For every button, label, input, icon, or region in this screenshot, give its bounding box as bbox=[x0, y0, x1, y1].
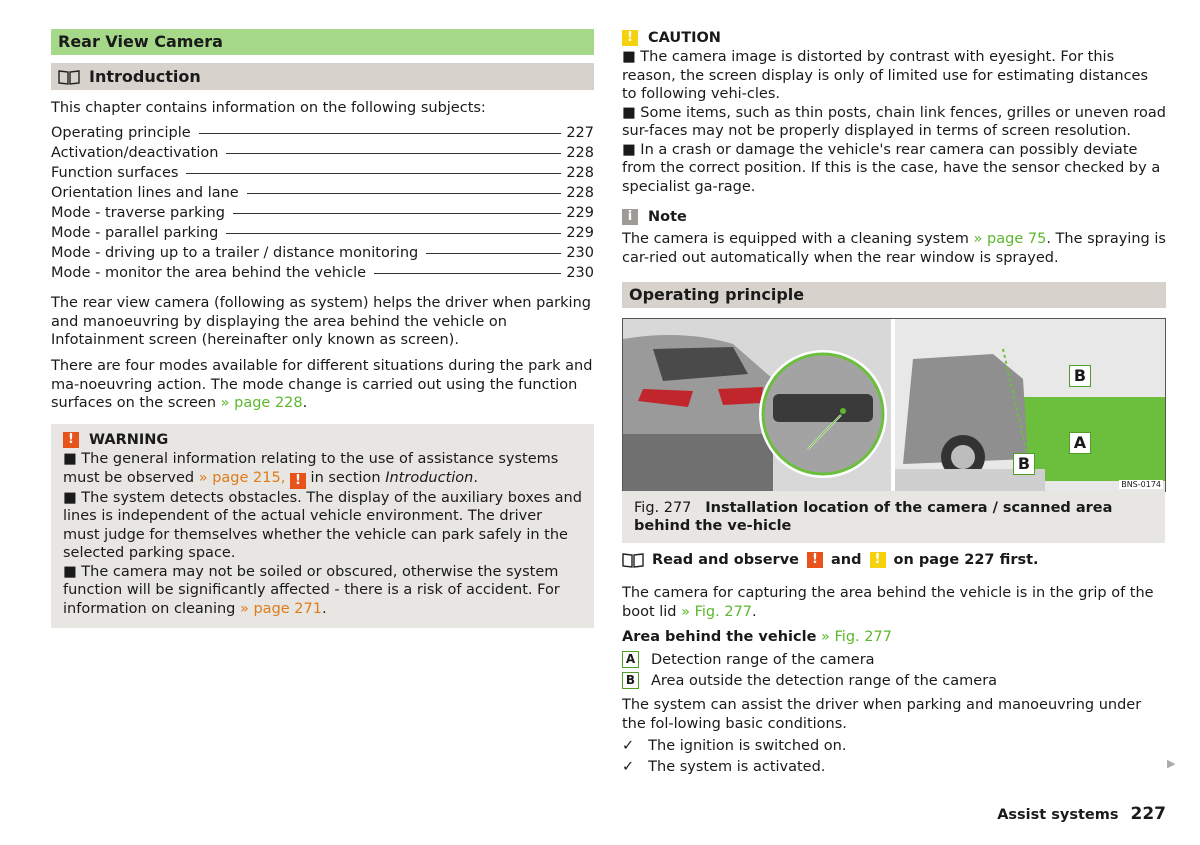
toc-page: 229 bbox=[566, 225, 594, 241]
legend-item-a: A Detection range of the camera bbox=[622, 649, 1166, 670]
caution-block bbox=[622, 28, 1166, 196]
figure-code: BNS-0174 bbox=[1121, 480, 1161, 489]
figure-number: Fig. 277 bbox=[634, 500, 692, 516]
caution-title: CAUTION bbox=[648, 30, 721, 46]
check-icon: ✓ bbox=[622, 737, 635, 754]
figure-label-b-bottom: B bbox=[1013, 453, 1035, 475]
warning-icon: ! bbox=[63, 432, 79, 448]
figure-caption-text: Installation location of the camera / scanned area behind the ve-hicle bbox=[634, 500, 1113, 534]
page-number: 227 bbox=[1130, 804, 1166, 824]
checklist-item: ✓ The system is activated. bbox=[622, 758, 826, 775]
toc-leader bbox=[426, 253, 561, 254]
book-icon bbox=[58, 69, 80, 85]
toc-leader bbox=[374, 273, 561, 274]
intro-header bbox=[51, 63, 594, 90]
toc-page: 228 bbox=[566, 165, 594, 181]
page-link[interactable]: » page 215, bbox=[198, 469, 286, 486]
toc-row[interactable] bbox=[51, 245, 594, 265]
toc-leader bbox=[247, 193, 562, 194]
toc-row[interactable] bbox=[51, 225, 594, 245]
page-link[interactable]: » page 75 bbox=[973, 231, 1047, 247]
paragraph-2: There are four modes available for different situations during the park and ma-noeuvring action. The mode change is carried out using the function surfaces on the screen » page 228. bbox=[51, 358, 593, 411]
caution-bullet-2: ■ Some items, such as thin posts, chain link fences, grilles or uneven road sur-faces may not be properly displayed in terms of screen resolution. bbox=[622, 104, 1166, 139]
legend-list bbox=[622, 649, 1166, 691]
operating-principle-title: Operating principle bbox=[622, 282, 1166, 308]
legend-item-b: B Area outside the detection range of the camera bbox=[622, 670, 1166, 691]
toc-label: Mode - traverse parking bbox=[51, 205, 225, 221]
warning-icon: ! bbox=[807, 552, 823, 568]
toc-leader bbox=[226, 233, 561, 234]
toc-page: 230 bbox=[566, 245, 594, 261]
figure-link[interactable]: » Fig. 277 bbox=[681, 603, 753, 620]
toc-page: 230 bbox=[566, 265, 594, 281]
toc-leader bbox=[199, 133, 562, 134]
read-observe-line: Read and observe ! and ! on page 227 first. bbox=[622, 550, 1166, 570]
toc-page: 229 bbox=[566, 205, 594, 221]
toc-leader bbox=[233, 213, 561, 214]
next-page-arrow-icon[interactable]: ▶ bbox=[1167, 757, 1176, 770]
page-footer bbox=[997, 804, 1166, 824]
caution-bullet-1: ■ The camera image is distorted by contrast with eyesight. For this reason, the screen display is only of limited use for estimating distances to following vehi-cles. bbox=[622, 49, 1149, 102]
warning-title: WARNING bbox=[89, 432, 169, 448]
paragraph-1: The rear view camera (following as system) helps the driver when parking and manoeuvring by displaying the area behind the vehicle on Infotainment screen (hereinafter only known as screen). bbox=[51, 295, 591, 348]
camera-illustration bbox=[623, 319, 1165, 491]
toc-label: Activation/deactivation bbox=[51, 145, 219, 161]
book-icon bbox=[622, 552, 644, 568]
footer-section: Assist systems bbox=[997, 807, 1119, 823]
warning-icon: ! bbox=[290, 473, 306, 489]
section-title: Rear View Camera bbox=[51, 29, 594, 55]
toc-leader bbox=[186, 173, 561, 174]
warning-header bbox=[63, 430, 582, 450]
caution-bullet-3: ■ In a crash or damage the vehicle's rear camera can possibly deviate from the correct position. If this is the case, have the sensor checked by a specialist ga-rage. bbox=[622, 141, 1161, 195]
page-link[interactable]: » page 228 bbox=[220, 395, 303, 411]
toc-row[interactable] bbox=[51, 125, 594, 145]
checklist-item: ✓ The ignition is switched on. bbox=[622, 737, 847, 754]
check-icon: ✓ bbox=[622, 758, 635, 775]
note-text: The camera is equipped with a cleaning system » page 75. The spraying is car-ried out automatically when the rear window is sprayed. bbox=[622, 231, 1166, 266]
toc-row[interactable] bbox=[51, 265, 594, 285]
conditions-paragraph: The system can assist the driver when parking and manoeuvring under the fol-lowing basic conditions. bbox=[622, 697, 1142, 732]
toc-label: Mode - parallel parking bbox=[51, 225, 219, 241]
intro-title: Introduction bbox=[89, 67, 201, 86]
table-of-contents bbox=[51, 125, 594, 285]
toc-page: 228 bbox=[566, 185, 594, 201]
warning-bullet-1: ■ The general information relating to the use of assistance systems must be observed » page 215, ! in section Introduction. bbox=[63, 451, 559, 488]
figure-label-b-top: B bbox=[1069, 365, 1091, 387]
warning-bullet-3: ■ The camera may not be soiled or obscured, otherwise the system function will be significantly affected - there is a risk of accident. For information on cleaning » page 271. bbox=[63, 563, 560, 617]
warning-bullet-2: ■ The system detects obstacles. The display of the auxiliary boxes and lines is independent of the actual vehicle environment. The driver must judge for themselves whether the vehicle can park safely in the selected parking space. bbox=[63, 489, 582, 561]
toc-label: Orientation lines and lane bbox=[51, 185, 239, 201]
toc-label: Mode - monitor the area behind the vehicle bbox=[51, 265, 367, 281]
figure-277 bbox=[622, 318, 1166, 492]
toc-row[interactable] bbox=[51, 145, 594, 165]
note-title: Note bbox=[648, 209, 687, 225]
caution-icon: ! bbox=[622, 30, 638, 46]
toc-label: Mode - driving up to a trailer / distance monitoring bbox=[51, 245, 419, 261]
caution-icon: ! bbox=[870, 552, 886, 568]
toc-leader bbox=[226, 153, 561, 154]
warning-box bbox=[51, 424, 594, 628]
toc-label: Function surfaces bbox=[51, 165, 179, 181]
page-link[interactable]: » page 271 bbox=[240, 600, 322, 617]
boot-lid-paragraph: The camera for capturing the area behind the vehicle is in the grip of the boot lid » Fig. 277. bbox=[622, 585, 1154, 620]
note-header bbox=[622, 207, 1166, 227]
figure-link[interactable]: » Fig. 277 bbox=[821, 629, 892, 645]
toc-row[interactable] bbox=[51, 205, 594, 225]
toc-row[interactable] bbox=[51, 165, 594, 185]
note-block bbox=[622, 207, 1166, 267]
toc-label: Operating principle bbox=[51, 125, 191, 141]
area-title: Area behind the vehicle » Fig. 277 bbox=[622, 629, 892, 645]
toc-page: 227 bbox=[566, 125, 594, 141]
toc-page: 228 bbox=[566, 145, 594, 161]
caution-header bbox=[622, 28, 1166, 48]
checklist bbox=[622, 735, 1166, 777]
figure-caption bbox=[622, 491, 1165, 543]
info-icon: i bbox=[622, 209, 638, 225]
intro-lead: This chapter contains information on the following subjects: bbox=[51, 100, 486, 116]
figure-label-a: A bbox=[1069, 432, 1091, 454]
toc-row[interactable] bbox=[51, 185, 594, 205]
